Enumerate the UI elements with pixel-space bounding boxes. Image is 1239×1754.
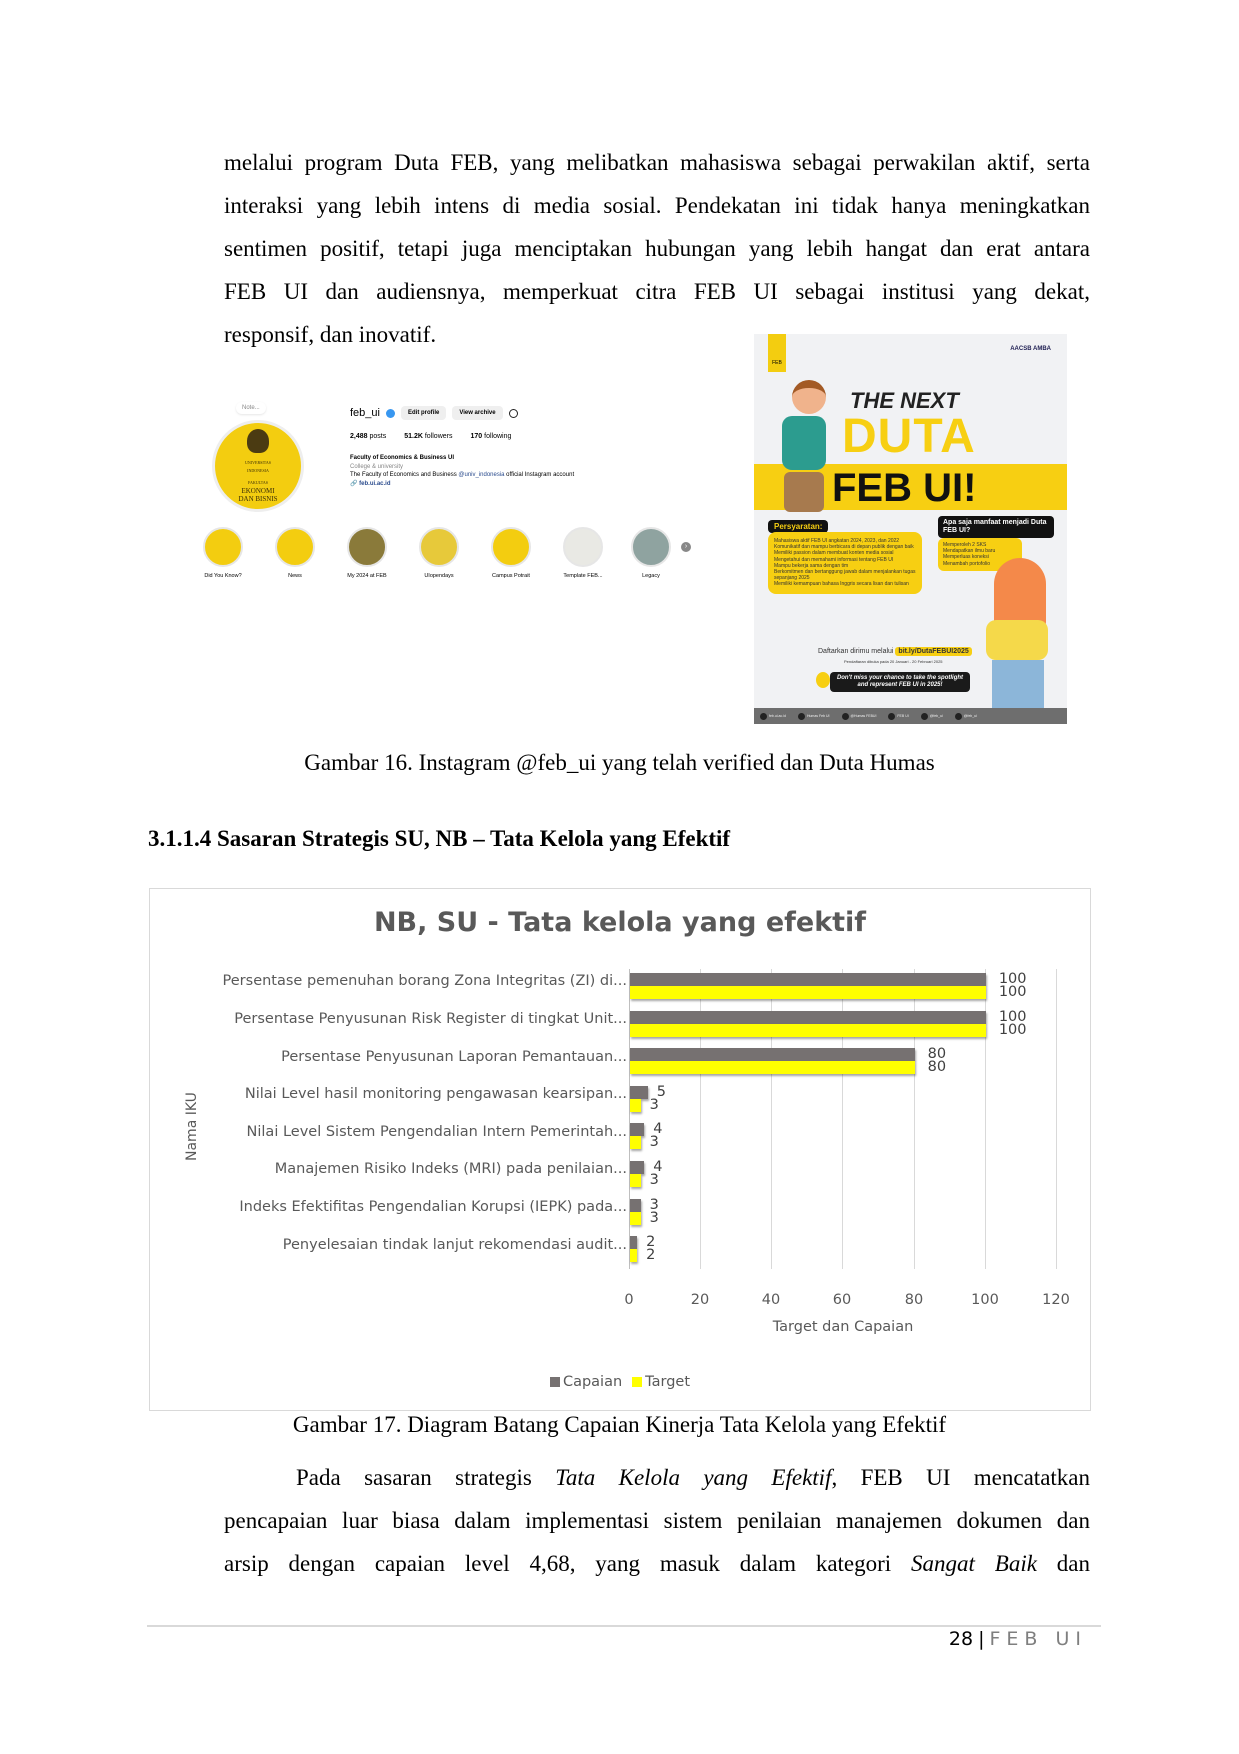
section-heading: 3.1.1.4 Sasaran Strategis SU, NB – Tata Kelola yang Efektif: [148, 826, 731, 851]
chart-legend: [150, 1374, 1090, 1390]
text-run: , FEB UI mencatatkan: [831, 1465, 1090, 1490]
highlight-cover-icon: [203, 527, 243, 567]
paragraph-line: responsif, dan inovatif.: [224, 322, 437, 347]
footer-divider: [147, 1625, 1101, 1627]
bar-target: [630, 1024, 986, 1037]
y-axis-label: Nama IKU: [184, 1092, 200, 1161]
data-label: 5: [656, 1083, 667, 1100]
tiktok-icon: [955, 713, 962, 720]
followers-label: followers: [424, 433, 453, 440]
data-label: 80: [927, 1059, 947, 1076]
footer-org: FEB UI: [989, 1628, 1087, 1650]
data-label: 100: [998, 984, 1027, 1000]
web-icon: [760, 713, 767, 720]
italic-run: Tata Kelola yang Efektif: [555, 1465, 832, 1490]
x-tick: 100: [971, 1292, 999, 1308]
plot-area: [629, 969, 1057, 1269]
bio-category: College & university: [350, 463, 404, 470]
profile-stats: [350, 433, 511, 440]
legend-label: Target: [645, 1374, 691, 1390]
highlight-label: Did You Know?: [204, 573, 242, 579]
highlight-cover-icon: [347, 527, 387, 567]
feb-badge: FEB: [768, 334, 786, 372]
highlight-campus-potrait: [488, 527, 534, 579]
paragraph-line: pencapaian luar biasa dalam implementasi sistem penilaian manajemen dokumen dan: [224, 1508, 1090, 1533]
requirements-list: [768, 532, 922, 594]
benefit-item: Memperluas koneksi: [943, 554, 989, 561]
bio-text: official Instagram account: [504, 472, 575, 478]
jumping-man-illustration: [782, 380, 832, 520]
paragraph-line: sentimen positif, tetapi juga menciptakan hubungan yang lebih hangat dan erat antara: [224, 236, 1090, 261]
data-label: 3: [649, 1209, 659, 1226]
text-run: arsip dengan capaian level 4,68, yang masuk dalam kategori: [224, 1551, 912, 1576]
chart-title: NB, SU - Tata kelola yang efektif: [373, 907, 867, 938]
data-label: 3: [649, 1096, 659, 1113]
highlight-legacy: [628, 527, 674, 579]
bar-target: [630, 1249, 637, 1262]
x-tick: 120: [1042, 1292, 1070, 1308]
bar-capaian: [630, 1011, 986, 1024]
paragraph-line: melalui program Duta FEB, yang melibatkan mahasiswa sebagai perwakilan aktif, serta: [224, 150, 1090, 175]
data-label: 2: [646, 1234, 656, 1251]
next-arrow-icon: ›: [681, 542, 691, 552]
category-label: Manajemen Risiko Indeks (MRI) pada penilaian...: [274, 1161, 627, 1177]
verified-badge-icon: [386, 409, 395, 418]
page-number: 28: [948, 1628, 974, 1650]
data-label: 100: [998, 1021, 1027, 1038]
paragraph-line: [224, 1542, 1090, 1585]
text-run: dan: [1036, 1551, 1090, 1576]
social-handle: Humas Feb UI: [806, 714, 830, 718]
requirement-item: Memiliki kemampuan bahasa Inggris secara lisan dan tulisan: [774, 581, 909, 588]
instagram-icon: [921, 713, 928, 720]
duta-feb-poster: [754, 334, 1067, 724]
highlight-label: Template FEB...: [563, 573, 603, 579]
highlight-label: Campus Potrait: [492, 573, 530, 579]
profile-avatar: [212, 420, 304, 512]
posts-label: posts: [369, 433, 387, 440]
data-label: 3: [649, 1172, 659, 1188]
bar-target: [630, 1212, 641, 1225]
gridline: [1056, 969, 1057, 1269]
category-label: Indeks Efektifitas Pengendalian Korupsi (IEPK) pada...: [239, 1199, 627, 1215]
category-label: Penyelesaian tindak lanjut rekomendasi audit...: [282, 1237, 627, 1253]
highlight-cover-icon: [631, 527, 671, 567]
highlight-news: [272, 527, 318, 579]
text-run: Pada sasaran strategis: [296, 1465, 556, 1490]
register-dates: Pendaftaran dibuka pada 20 Januari - 20 Februari 2025: [844, 659, 943, 664]
highlight-uiopendays: [416, 527, 462, 579]
highlight-label: Legacy: [642, 573, 660, 579]
legend-item-capaian: [550, 1374, 622, 1390]
bar-capaian: [630, 1199, 641, 1212]
bar-capaian: [630, 1048, 915, 1061]
facebook-icon: [798, 713, 805, 720]
highlight-cover-icon: [563, 527, 603, 567]
username: feb_ui: [350, 407, 380, 419]
benefit-item: Memperoleh 2 SKS: [943, 542, 987, 548]
data-label: 100: [998, 971, 1027, 987]
profile-header: [350, 406, 518, 420]
intro-paragraph: [224, 141, 1090, 356]
bio-name: Faculty of Economics & Business UI: [350, 455, 455, 461]
accreditation-logos: AACSB AMBA: [1010, 346, 1051, 352]
highlight-label: UIopendays: [424, 573, 454, 579]
bar-capaian: [630, 973, 986, 986]
followers-count: 51.2K: [404, 433, 423, 440]
settings-gear-icon: [509, 409, 518, 418]
avatar-text: UNIVERSITAS: [245, 460, 271, 465]
social-handle: FEB UI: [897, 714, 909, 718]
view-archive-button: View archive: [452, 406, 502, 420]
poster-title-feb: FEB UI!: [832, 466, 977, 510]
data-label: 100: [998, 1008, 1027, 1025]
legend-item-target: [632, 1374, 690, 1390]
poster-title-duta: DUTA: [842, 410, 976, 463]
benefit-item: Menambah portofolio: [943, 560, 990, 567]
data-label: 2: [646, 1247, 656, 1264]
social-handle: @feb_ui: [963, 714, 977, 718]
bar-capaian: [630, 1236, 637, 1249]
bio-text: The Faculty of Economics and Business: [350, 472, 459, 478]
x-tick: 80: [904, 1292, 924, 1308]
benefit-item: Mendapatkan ilmu baru: [943, 548, 996, 555]
data-label: 3: [649, 1196, 659, 1213]
legend-swatch: [550, 1377, 560, 1387]
footer-separator: |: [978, 1628, 985, 1650]
lightbulb-icon: [816, 672, 830, 688]
avatar-text: EKONOMI: [241, 487, 275, 495]
legend-swatch: [632, 1377, 642, 1387]
legend-label: Capaian: [562, 1374, 623, 1390]
avatar-text: DAN BISNIS: [238, 495, 278, 503]
x-tick: 0: [624, 1292, 634, 1308]
note-bubble: Note...: [236, 402, 266, 414]
category-label: Nilai Level Sistem Pengendalian Intern Pemerintah...: [246, 1124, 627, 1140]
data-label: 4: [653, 1159, 663, 1175]
bar-target: [630, 986, 986, 999]
bar-target: [630, 1061, 915, 1074]
requirement-item: Berkomitmen dan bertanggung jawab dalam menjalankan tugas sepanjang 2025: [774, 569, 916, 582]
social-handle: feb.ui.ac.id: [769, 714, 786, 718]
social-handle: @feb_ui: [929, 714, 943, 718]
paragraph-line: FEB UI dan audiensnya, memperkuat citra FEB UI sebagai institusi yang dekat,: [224, 279, 1090, 304]
category-label: Nilai Level hasil monitoring pengawasan kearsipan...: [244, 1086, 627, 1102]
highlight-label: News: [288, 573, 302, 579]
highlight-label: My 2024 at FEB: [347, 573, 387, 579]
profile-bio: [350, 454, 574, 488]
x-tick: 20: [690, 1292, 710, 1308]
benefits-title: Apa saja manfaat menjadi Duta FEB UI?: [938, 516, 1054, 538]
category-label: Persentase pemenuhan borang Zona Integritas (ZI) di...: [222, 973, 627, 989]
highlight-template: [560, 527, 606, 579]
requirement-item: Mahasiswa aktif FEB UI angkatan 2024, 2023, dan 2022: [774, 538, 900, 544]
avatar-text: INDONESIA: [247, 468, 269, 473]
requirement-item: Memiliki passion dalam membuat konten media sosial: [774, 550, 894, 557]
requirement-item: Komunikatif dan mampu berbicara di depan publik dengan baik: [774, 544, 914, 551]
highlight-cover-icon: [419, 527, 459, 567]
x-icon: [842, 713, 849, 720]
figure-17-caption: Gambar 17. Diagram Batang Capaian Kinerja Tata Kelola yang Efektif: [292, 1412, 947, 1437]
category-label: Persentase Penyusunan Risk Register di tingkat Unit...: [234, 1011, 627, 1027]
woman-illustration: [986, 558, 1056, 724]
posts-count: 2,488: [350, 433, 368, 440]
bar-target: [630, 1099, 641, 1112]
data-label: 3: [649, 1134, 659, 1151]
paragraph-line: [224, 1456, 1090, 1499]
requirement-item: Mengetahui dan memahami informasi tentang FEB UI: [774, 556, 894, 563]
register-line: [818, 648, 972, 655]
requirements-title: Persyaratan:: [768, 520, 828, 533]
paragraph-line: interaksi yang lebih intens di media sosial. Pendekatan ini tidak hanya meningkatkan: [224, 193, 1090, 218]
bar-target: [630, 1136, 641, 1149]
data-label: 80: [927, 1046, 947, 1063]
bio-link: feb.ui.ac.id: [359, 480, 391, 487]
data-label: 4: [653, 1121, 663, 1138]
x-tick: 40: [761, 1292, 781, 1308]
bio-mention: @univ_indonesia: [458, 472, 505, 478]
body-paragraph: [224, 1456, 1090, 1585]
following-label: following: [484, 433, 512, 440]
poster-cta: Don't miss your chance to take the spotlight and represent FEB UI in 2025!: [830, 672, 970, 692]
highlight-cover-icon: [275, 527, 315, 567]
youtube-icon: [888, 713, 895, 720]
register-url: bit.ly/DutaFEBUI2025: [895, 647, 971, 656]
university-crest-icon: [247, 429, 269, 453]
governance-bar-chart: [149, 888, 1091, 1411]
bar-target: [630, 1174, 641, 1187]
register-text: Daftarkan dirimu melalui: [818, 648, 896, 655]
edit-profile-button: Edit profile: [401, 406, 446, 420]
following-count: 170: [470, 433, 483, 440]
bar-capaian: [630, 1123, 644, 1136]
avatar-text: FAKULTAS: [248, 480, 268, 485]
page-footer: [949, 1628, 1087, 1650]
highlight-cover-icon: [491, 527, 531, 567]
italic-run: Sangat Baik: [911, 1551, 1037, 1576]
social-handle: @Humas FEBUI: [850, 714, 877, 718]
poster-social-footer: [754, 708, 1067, 724]
highlight-did-you-know: [200, 527, 246, 579]
instagram-profile-image: [200, 390, 700, 605]
figure-16-caption: Gambar 16. Instagram @feb_ui yang telah verified dan Duta Humas: [304, 750, 935, 775]
poster-title-next: THE NEXT: [850, 388, 959, 413]
bar-capaian: [630, 1086, 648, 1099]
requirement-item: Mampu bekerja sama dengan tim: [774, 562, 849, 569]
highlight-my-2024: [344, 527, 390, 579]
bar-capaian: [630, 1161, 644, 1174]
x-tick: 60: [832, 1292, 852, 1308]
x-axis-label: Target dan Capaian: [772, 1319, 914, 1335]
link-icon: 🔗: [350, 480, 358, 487]
category-label: Persentase Penyusunan Laporan Pemantauan...: [281, 1049, 627, 1065]
